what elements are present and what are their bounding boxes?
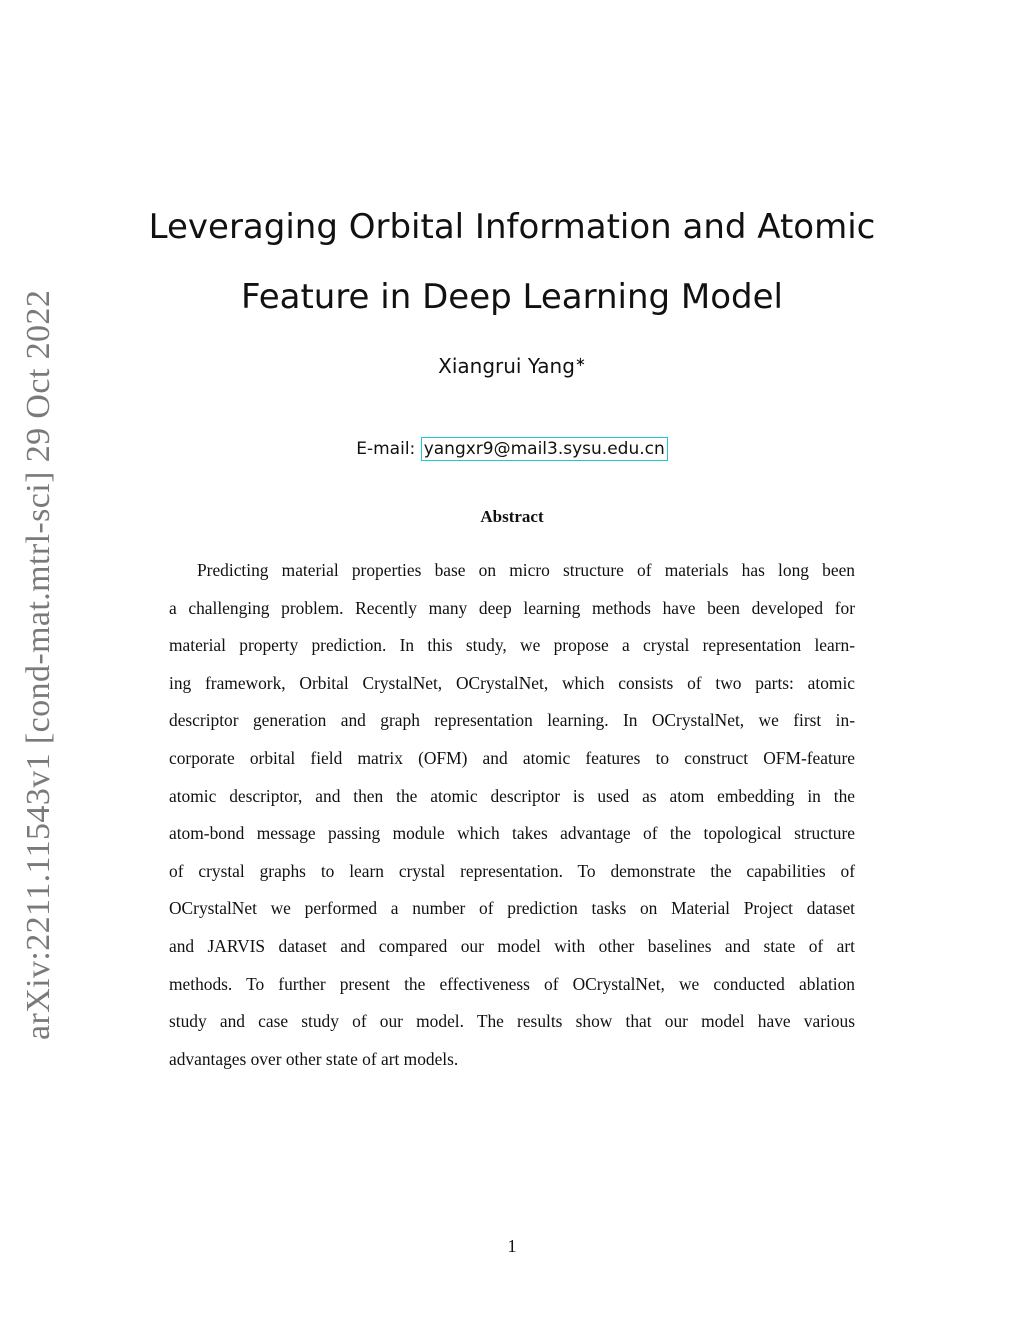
abstract-heading: Abstract: [480, 507, 544, 526]
abstract-line: descriptor generation and graph representation learning. In OCrystalNet, we first in-: [169, 710, 855, 731]
abstract-line: study and case study of our model. The results show that our model have various: [169, 1011, 855, 1032]
abstract-line: methods. To further present the effectiveness of OCrystalNet, we conducted ablation: [169, 973, 855, 994]
abstract-line: atomic descriptor, and then the atomic descriptor is used as atom embedding in the: [169, 785, 855, 806]
author-line: [0, 354, 1024, 378]
abstract-line: atom-bond message passing module which takes advantage of the topological structure: [169, 823, 855, 844]
abstract-line: corporate orbital field matrix (OFM) and atomic features to construct OFM-feature: [169, 747, 855, 768]
corresponding-author-marker: ∗: [574, 355, 586, 370]
author-name: Xiangrui Yang: [438, 354, 575, 378]
paper-title-line-2: Feature in Deep Learning Model: [241, 277, 783, 317]
abstract-line: ing framework, Orbital CrystalNet, OCrystalNet, which consists of two parts: atomic: [169, 672, 855, 693]
email-line: [0, 437, 1024, 461]
abstract-line: OCrystalNet we performed a number of prediction tasks on Material Project dataset: [169, 898, 855, 919]
abstract-line: Predicting material properties base on micro structure of materials has long been: [197, 560, 855, 580]
abstract-line: of crystal graphs to learn crystal representation. To demonstrate the capabilities of: [169, 860, 855, 881]
abstract-line: advantages over other state of art models.: [169, 1048, 459, 1069]
abstract-line: material property prediction. In this study, we propose a crystal representation learn-: [169, 635, 855, 656]
paper-title: [120, 192, 904, 332]
email-link[interactable]: yangxr9@mail3.sysu.edu.cn: [421, 437, 668, 461]
arxiv-identifier-stamp: arXiv:2211.11543v1 [cond-mat.mtrl-sci] 29 Oct 2022: [20, 289, 57, 1040]
abstract-line: a challenging problem. Recently many deep learning methods have been developed for: [169, 597, 855, 618]
abstract-body: [169, 552, 855, 1078]
abstract-line: and JARVIS dataset and compared our model with other baselines and state of art: [169, 935, 855, 956]
paper-title-line-1: Leveraging Orbital Information and Atomic: [148, 207, 876, 247]
page-number: 1: [507, 1236, 517, 1256]
email-label: E-mail:: [356, 439, 416, 459]
